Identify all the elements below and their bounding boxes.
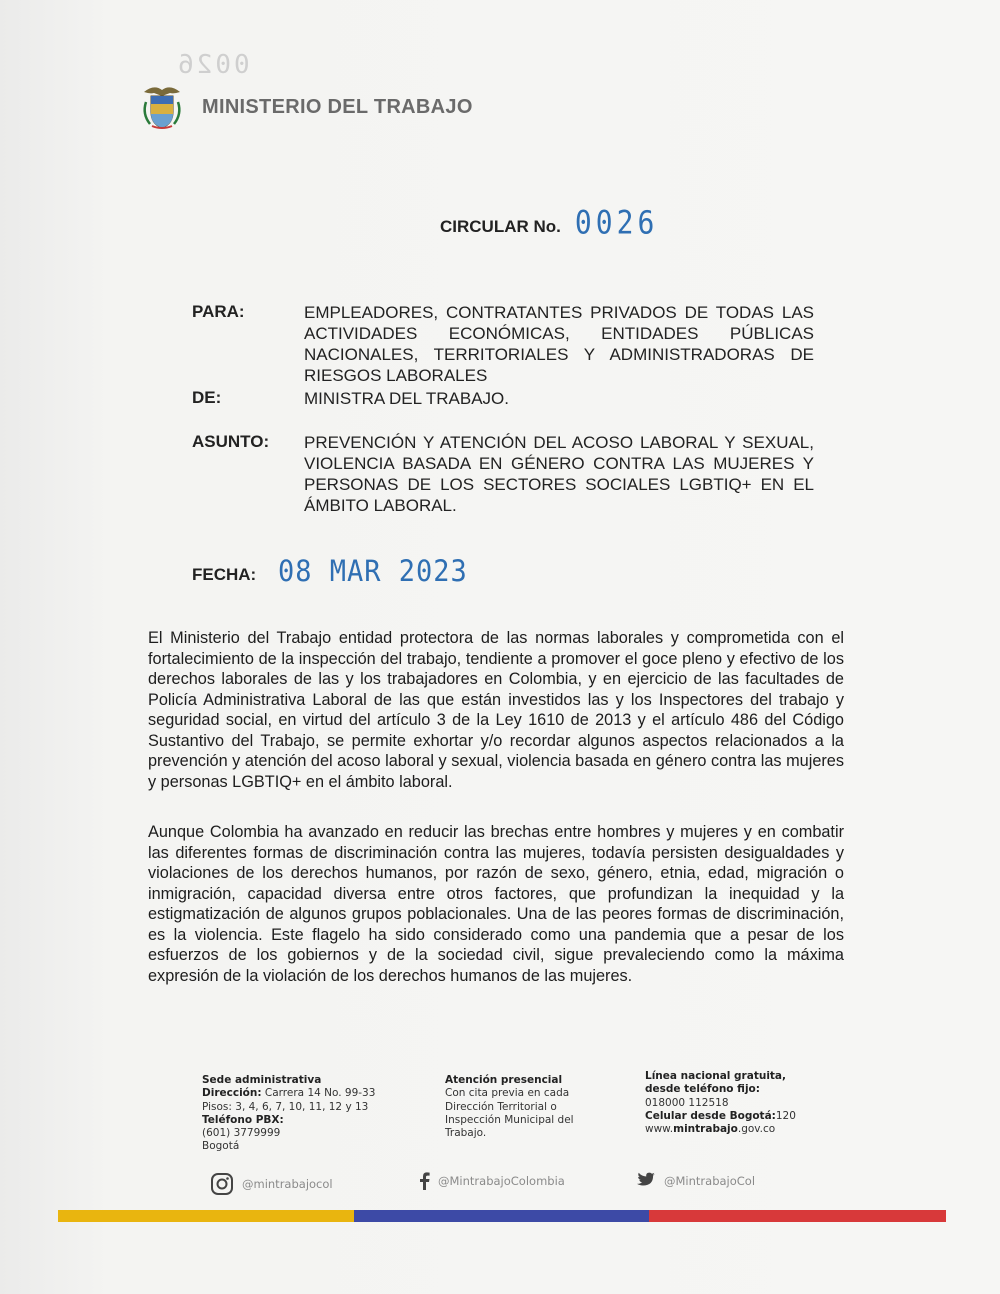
- direccion-label: Dirección:: [202, 1087, 262, 1100]
- circular-number-stamp: 0026: [574, 203, 659, 242]
- fecha-label: FECHA:: [192, 565, 257, 584]
- atencion-line-4: Trabajo.: [445, 1127, 487, 1140]
- facebook-handle[interactable]: @MintrabajoColombia: [418, 1172, 565, 1190]
- asunto-label: ASUNTO:: [192, 432, 270, 451]
- footer-color-bar: [58, 1210, 946, 1222]
- celular-value: 120: [775, 1109, 796, 1122]
- website-link[interactable]: www.mintrabajo.gov.co: [645, 1123, 776, 1136]
- atencion-line-3: Inspección Municipal del: [445, 1113, 574, 1126]
- atencion-line-1: Con cita previa en cada: [445, 1087, 570, 1100]
- asunto-value: PREVENCIÓN Y ATENCIÓN DEL ACOSO LABORAL Y SEXUAL, VIOLENCIA BASADA EN GÉNERO CONTRA LAS MUJERES Y PERSONAS DE LOS SECTORES SOCIALES LGBTIQ+ EN EL ÁMBITO LABORAL.: [304, 433, 814, 515]
- letterhead: [140, 84, 473, 130]
- asunto-field: [192, 432, 814, 516]
- para-label: PARA:: [192, 302, 245, 321]
- circular-label: CIRCULAR No.: [440, 217, 561, 236]
- footer-atencion: [445, 1074, 574, 1140]
- sede-title: Sede administrativa: [202, 1074, 322, 1086]
- para-value: EMPLEADORES, CONTRATANTES PRIVADOS DE TODAS LAS ACTIVIDADES ECONÓMICAS, ENTIDADES PÚBLICAS NACIONALES, TERRITORIALES Y ADMINISTRADORAS DE RIESGOS LABORALES: [304, 303, 814, 385]
- direccion-value: Carrera 14 No. 99-33: [264, 1087, 376, 1100]
- telefono-label: Teléfono PBX:: [202, 1113, 284, 1126]
- body-paragraph-1: El Ministerio del Trabajo entidad protectora de las normas laborales y comprometida con el fortalecimiento de la inspección del trabajo, tendiente a promover el goce pleno y efectivo de los derechos laborales de las y los trabajadores en Colombia, y en ejercicio de las facultades de Policía Administrativa Laboral de las que están investidos las y los Inspectores del trabajo y seguridad social, en virtud del artículo 3 de la Ley 1610 de 2013 y el artículo 486 del Código Sustantivo del Trabajo, se permite exhortar y/o recordar algunos aspectos relacionados a la prevención y atención del acoso laboral y sexual, violencia basada en género contra las mujeres y personas LGBTIQ+ en el ámbito laboral.: [148, 629, 844, 791]
- body-paragraph-2: Aunque Colombia ha avanzado en reducir las brechas entre hombres y mujeres y en combatir las diferentes formas de discriminación contra las mujeres, todavía persisten desigualdades y violaciones de los derechos humanos, por razón de sexo, género, etnia, edad, migración o inmigración, capacidad diversa entre otros factores, que profundizan la inequidad y la estigmatización de algunos grupos poblacionales. Una de las peores formas de discriminación, es la violencia. Este flagelo ha sido considerado como una pandemia que a pesar de los esfuerzos de los gobiernos y de la sociedad civil, sigue prevaleciendo como la máxima expresión de la violación de los derechos humanos de las mujeres.: [148, 823, 844, 985]
- atencion-line-2: Dirección Territorial o: [445, 1100, 557, 1113]
- color-bar-yellow: [58, 1210, 354, 1222]
- celular-label: Celular desde Bogotá:: [645, 1109, 776, 1122]
- faint-stamp-number: 0026: [175, 50, 250, 80]
- pisos-text: Pisos: 3, 4, 6, 7, 10, 11, 12 y 13: [202, 1100, 369, 1113]
- fecha-field: [192, 556, 468, 587]
- linea-number: 018000 112518: [645, 1096, 729, 1109]
- linea-title-2: desde teléfono fijo:: [645, 1083, 760, 1096]
- footer-sede: [202, 1074, 375, 1154]
- telefono-value: (601) 3779999: [202, 1127, 281, 1140]
- twitter-icon: [634, 1172, 656, 1190]
- color-bar-blue: [354, 1210, 650, 1222]
- ciudad-text: Bogotá: [202, 1140, 240, 1153]
- footer-linea: [645, 1070, 796, 1136]
- coat-of-arms-icon: [140, 84, 184, 130]
- color-bar-red: [649, 1210, 946, 1222]
- instagram-handle[interactable]: @mintrabajocol: [210, 1172, 333, 1196]
- atencion-title: Atención presencial: [445, 1074, 563, 1086]
- ministry-name: MINISTERIO DEL TRABAJO: [202, 95, 473, 118]
- twitter-handle[interactable]: @MintrabajoCol: [634, 1172, 755, 1190]
- fecha-date-stamp: 08 MAR 2023: [278, 554, 468, 589]
- instagram-icon: [210, 1172, 234, 1196]
- de-label: DE:: [192, 388, 222, 407]
- de-field: [192, 388, 814, 409]
- circular-heading: [440, 203, 659, 242]
- facebook-icon: [418, 1172, 430, 1190]
- para-field: [192, 302, 814, 386]
- de-value: MINISTRA DEL TRABAJO.: [304, 389, 509, 408]
- linea-title-1: Línea nacional gratuita,: [645, 1070, 787, 1082]
